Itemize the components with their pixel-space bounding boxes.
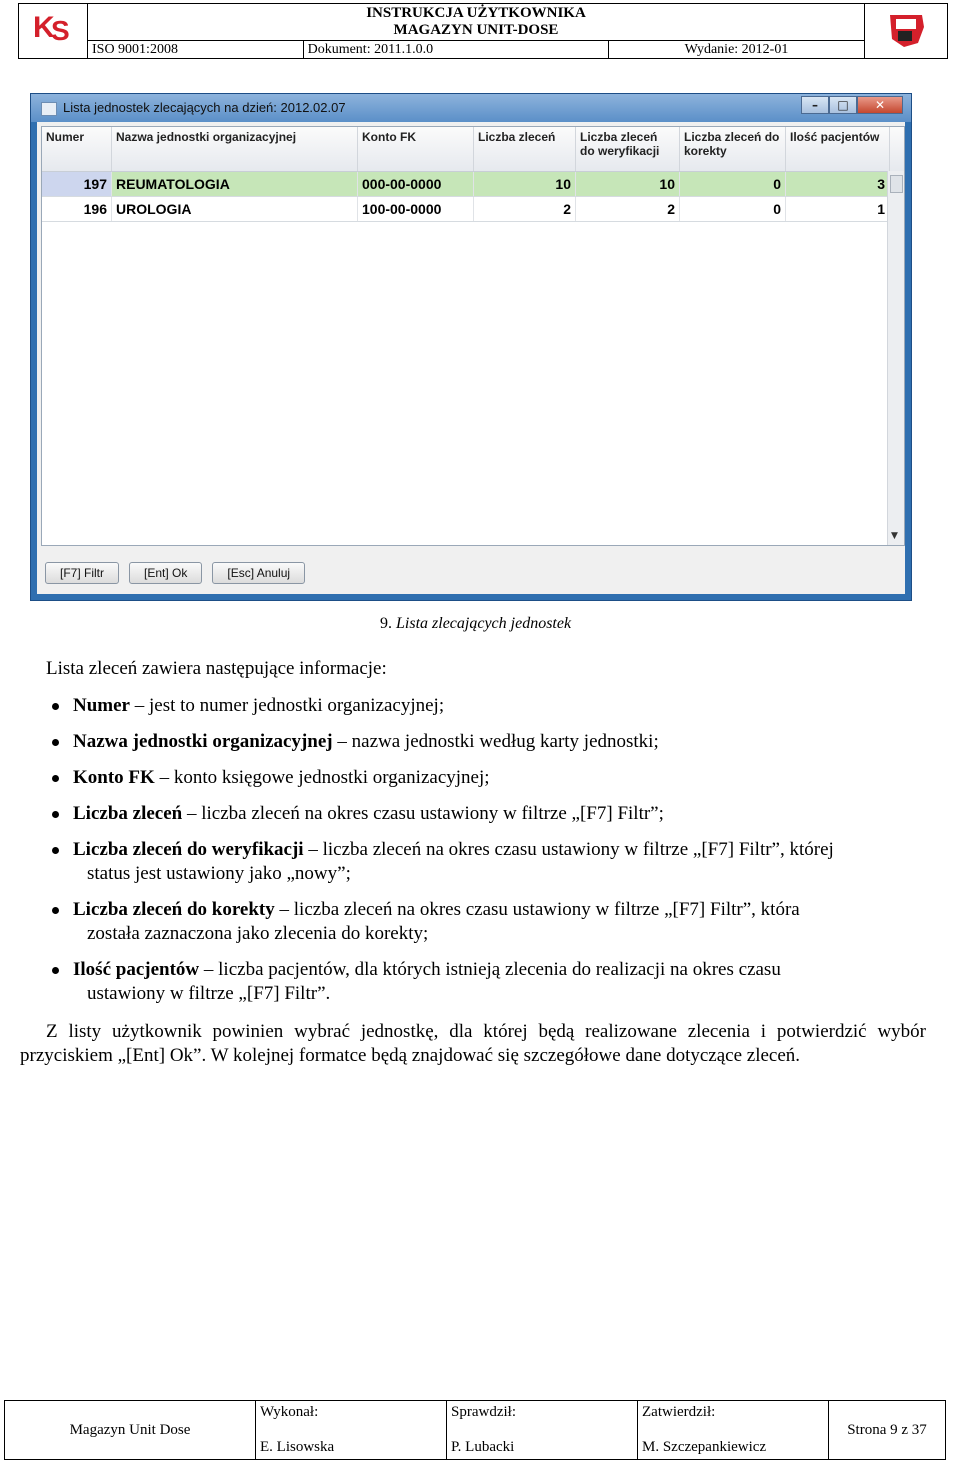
item-term: Numer	[73, 695, 130, 716]
units-list-window	[30, 93, 912, 601]
cell-liczba: 2	[474, 197, 576, 221]
button-bar	[45, 562, 305, 584]
cell-korekta: 0	[680, 172, 786, 196]
title-line-1: INSTRUKCJA UŻYTKOWNIKA	[366, 5, 586, 21]
table-row[interactable]	[42, 172, 904, 197]
list-item	[50, 802, 926, 826]
page-number: Strona 9 z 37	[829, 1401, 946, 1460]
item-desc: – nazwa jednostki według karty jednostki;	[332, 731, 659, 752]
column-header-pacjenci[interactable]: Ilość pacjentów	[786, 127, 890, 171]
list-item	[50, 766, 926, 790]
cell-nazwa: REUMATOLOGIA	[112, 172, 358, 196]
cell-nazwa: UROLOGIA	[112, 197, 358, 221]
intro-text: Lista zleceń zawiera następujące informacje:	[46, 658, 387, 679]
item-desc: – liczba zleceń na okres czasu ustawiony w filtrze „[F7] Filtr”, której	[303, 839, 834, 860]
minimize-icon[interactable]: –	[801, 96, 829, 114]
document-footer	[4, 1400, 946, 1460]
filter-button[interactable]: [F7] Filtr	[45, 562, 119, 584]
cell-pacjenci: 3	[786, 172, 890, 196]
ks-logo-icon: K S	[33, 10, 70, 46]
approved-by-label: Zatwierdził:	[642, 1404, 716, 1420]
closing-paragraph: Z listy użytkownik powinien wybrać jednostkę, dla której będą realizowane zlecenia i potwierdzić wybór przyciskiem „[Ent] Ok”. W kolejnej formatce będą znajdować się szczegółowe dane dotyczące zleceń.	[20, 1021, 926, 1066]
column-header-liczba[interactable]: Liczba zleceń	[474, 127, 576, 171]
figure-caption	[380, 615, 571, 633]
window-app-icon	[41, 102, 57, 116]
item-term: Liczba zleceń do weryfikacji	[73, 839, 304, 860]
footer-product: Magazyn Unit Dose	[5, 1401, 256, 1460]
cell-liczba: 10	[474, 172, 576, 196]
made-by-name: E. Lisowska	[260, 1439, 335, 1455]
units-grid	[41, 126, 905, 546]
column-header-nazwa[interactable]: Nazwa jednostki organizacyjnej	[112, 127, 358, 171]
iso-label: ISO 9001:2008	[88, 41, 304, 59]
close-icon[interactable]: ✕	[857, 96, 903, 114]
list-item	[50, 730, 926, 754]
item-desc: – liczba zleceń na okres czasu ustawiony w filtrze „[F7] Filtr”, która	[274, 899, 800, 920]
column-header-korekta[interactable]: Liczba zleceń do korekty	[680, 127, 786, 171]
cell-konto: 000-00-0000	[358, 172, 474, 196]
item-desc: – konto księgowe jednostki organizacyjnej;	[154, 767, 490, 788]
certification-logo	[865, 4, 948, 59]
item-continuation: status jest ustawiony jako „nowy”;	[87, 863, 351, 884]
item-term: Liczba zleceń do korekty	[73, 899, 275, 920]
column-header-weryfikacja[interactable]: Liczba zleceń do weryfikacji	[576, 127, 680, 171]
scroll-thumb[interactable]	[890, 175, 903, 193]
list-item	[50, 694, 926, 718]
scroll-down-icon[interactable]: ▼	[891, 531, 898, 541]
cell-konto: 100-00-0000	[358, 197, 474, 221]
list-item	[50, 838, 926, 886]
item-desc: – jest to numer jednostki organizacyjnej;	[129, 695, 445, 716]
quality-cert-icon	[884, 7, 928, 51]
item-desc: – liczba zleceń na okres czasu ustawiony w filtrze „[F7] Filtr”;	[182, 803, 664, 824]
cell-pacjenci: 1	[786, 197, 890, 221]
cell-weryfikacja: 10	[576, 172, 680, 196]
approved-by-name: M. Szczepankiewicz	[642, 1439, 767, 1455]
window-titlebar[interactable]	[31, 94, 911, 122]
item-continuation: została zaznaczona jako zlecenia do korekty;	[87, 923, 429, 944]
window-title: Lista jednostek zlecających na dzień: 2012.02.07	[63, 100, 346, 115]
document-header	[18, 3, 948, 59]
document-number: Dokument: 2011.1.0.0	[303, 41, 608, 59]
column-header-konto[interactable]: Konto FK	[358, 127, 474, 171]
list-item	[50, 898, 926, 946]
item-desc: – liczba pacjentów, dla których istnieją zlecenia do realizacji na okres czasu	[199, 959, 781, 980]
checked-by-name: P. Lubacki	[451, 1439, 515, 1455]
edition-date: Wydanie: 2012-01	[608, 41, 864, 59]
maximize-icon[interactable]: □	[829, 96, 857, 114]
list-item	[50, 958, 926, 1006]
item-term: Nazwa jednostki organizacyjnej	[73, 731, 333, 752]
cell-korekta: 0	[680, 197, 786, 221]
caption-number: 9.	[380, 615, 392, 632]
grid-header	[42, 127, 904, 172]
checked-by-label: Sprawdził:	[451, 1404, 516, 1420]
window-body	[37, 122, 905, 594]
table-row[interactable]	[42, 197, 904, 222]
company-logo	[19, 4, 88, 59]
ok-button[interactable]: [Ent] Ok	[129, 562, 202, 584]
item-term: Liczba zleceń	[73, 803, 183, 824]
item-term: Ilość pacjentów	[73, 959, 200, 980]
title-line-2: MAGAZYN UNIT-DOSE	[393, 22, 559, 38]
item-continuation: ustawiony w filtrze „[F7] Filtr”.	[87, 983, 331, 1004]
cancel-button[interactable]: [Esc] Anuluj	[212, 562, 305, 584]
item-term: Konto FK	[73, 767, 155, 788]
made-by-label: Wykonał:	[260, 1404, 319, 1420]
cell-numer: 196	[42, 197, 112, 221]
info-list	[50, 694, 926, 1018]
cell-weryfikacja: 2	[576, 197, 680, 221]
column-header-numer[interactable]: Numer	[42, 127, 112, 171]
document-title	[88, 4, 865, 41]
caption-text: Lista zlecających jednostek	[396, 615, 572, 632]
vertical-scrollbar[interactable]	[887, 171, 904, 545]
cell-numer: 197	[42, 172, 112, 196]
